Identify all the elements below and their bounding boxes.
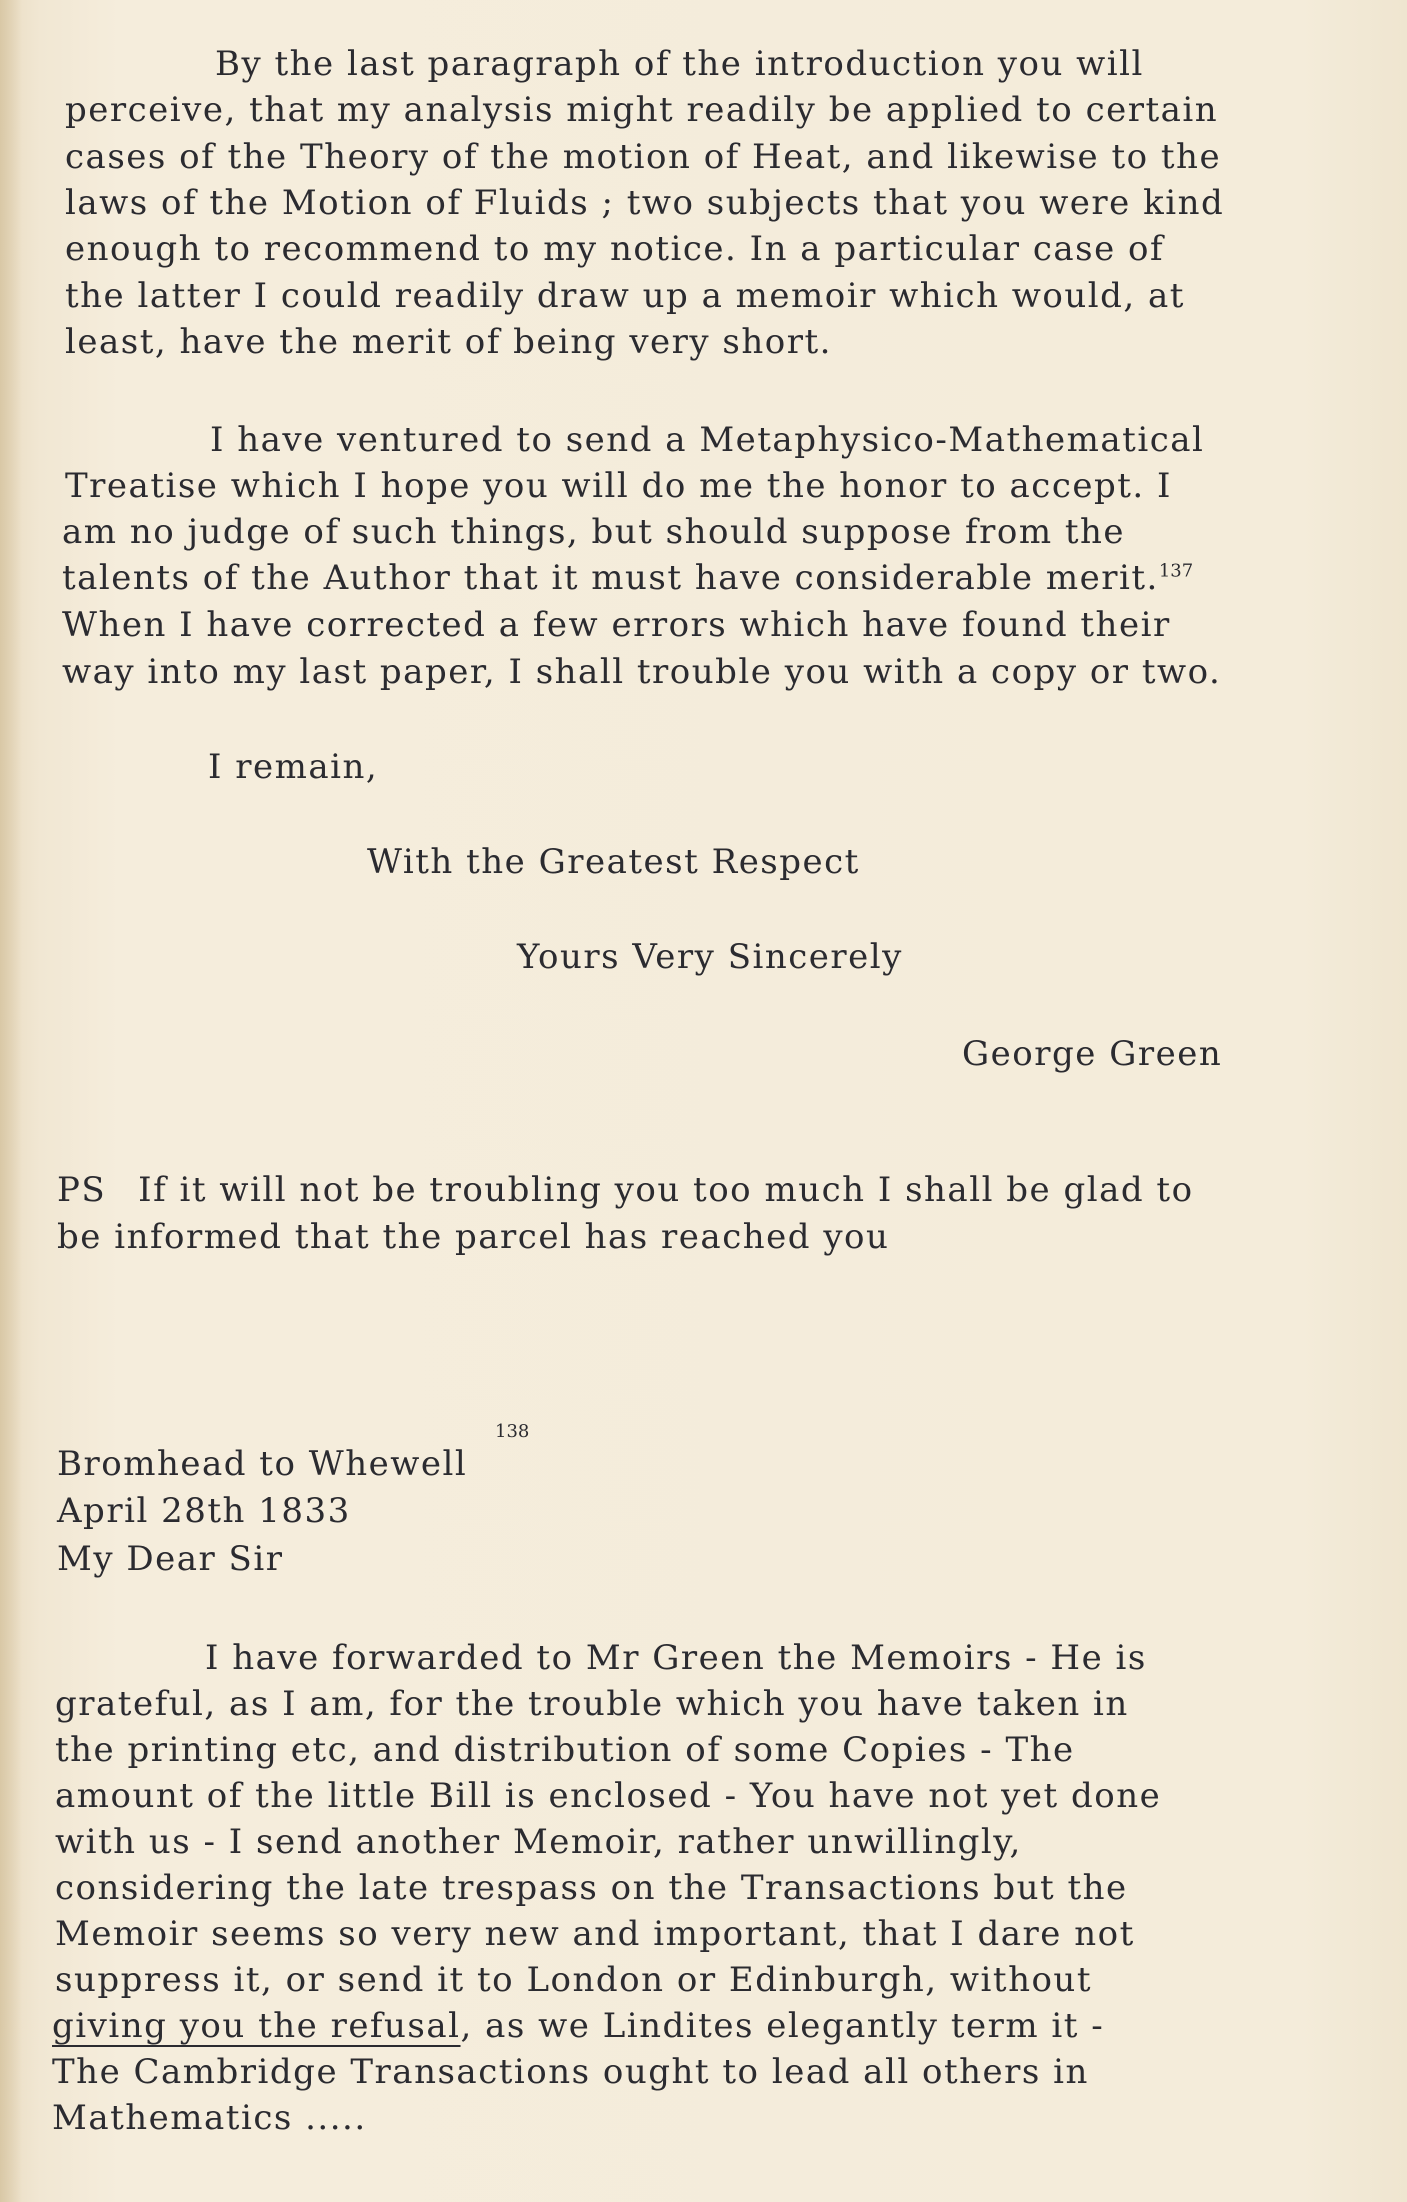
closing-respect: With the Greatest Respect [367,842,860,882]
para1-line-5: enough to recommend to my notice. In a particular case of [65,229,1165,269]
letter2-line-8: suppress it, or send it to London or Edinburgh, without [55,1960,1092,2000]
para1-line-3: cases of the Theory of the motion of Heat, and likewise to the [65,137,1222,177]
footnote-137: 137 [1158,560,1194,582]
ps-line-1-text: If it will not be troubling you too much I shall be glad to [138,1170,1194,1210]
letter2-heading [57,1444,467,1484]
letter2-line-2: grateful, as I am, for the trouble which you have taken in [55,1684,1129,1724]
letter2-line-5: with us - I send another Memoir, rather unwillingly, [55,1822,1022,1862]
para1-line-7: least, have the merit of being very short. [65,322,832,362]
para2-line-2: Treatise which I hope you will do me the honor to accept. I [65,466,1172,506]
letter2-heading-text: Bromhead to Whewell [57,1444,468,1484]
letter2-line-6: considering the late trespass on the Transactions but the [55,1868,1128,1908]
signature: George Green [962,1034,1223,1074]
para2-line-5: When I have corrected a few errors which have found their [62,605,1171,645]
letter2-line-1: I have forwarded to Mr Green the Memoirs - He is [205,1638,1147,1678]
para2-line-4-text: talents of the Author that it must have considerable merit. [62,558,1159,598]
letter2-line-7: Memoir seems so very new and important, that I dare not [55,1914,1135,1954]
letter2-date: April 28th 1833 [57,1491,351,1531]
page-fold-shadow [0,0,22,2202]
letter2-line-4: amount of the little Bill is enclosed - You have not yet done [55,1776,1162,1816]
para1-line-6: the latter I could readily draw up a memoir which would, at [65,276,1185,316]
para2-line-3: am no judge of such things, but should suppose from the [62,512,1126,552]
letter2-line-10: The Cambridge Transactions ought to lead all others in [52,2052,1089,2092]
letter2-line-11: Mathematics ..... [52,2098,367,2138]
closing-sincerely: Yours Very Sincerely [517,937,903,977]
ps-label: PS [57,1170,107,1210]
para2-line-1: I have ventured to send a Metaphysico-Mathematical [210,420,1205,460]
letter2-line-9-rest: , as we Lindites elegantly term it - [460,2006,1105,2046]
para2-line-6: way into my last paper, I shall trouble you with a copy or two. [62,652,1222,692]
para1-line-2: perceive, that my analysis might readily be applied to certain [65,90,1219,130]
para2-line-4 [62,558,1193,598]
footnote-138: 138 [495,1421,530,1442]
ps-line-2: be informed that the parcel has reached you [57,1217,890,1257]
ps-line-1 [57,1170,1194,1210]
para1-line-1: By the last paragraph of the introduction you will [215,44,1144,84]
letter2-line-3: the printing etc, and distribution of some Copies - The [55,1730,1075,1770]
para1-line-4: laws of the Motion of Fluids ; two subjects that you were kind [65,183,1225,223]
letter2-line-9 [52,2006,1104,2046]
closing-remain: I remain, [208,747,379,787]
letter2-salutation: My Dear Sir [57,1539,284,1579]
underlined-phrase: giving you the refusal [52,2006,461,2046]
